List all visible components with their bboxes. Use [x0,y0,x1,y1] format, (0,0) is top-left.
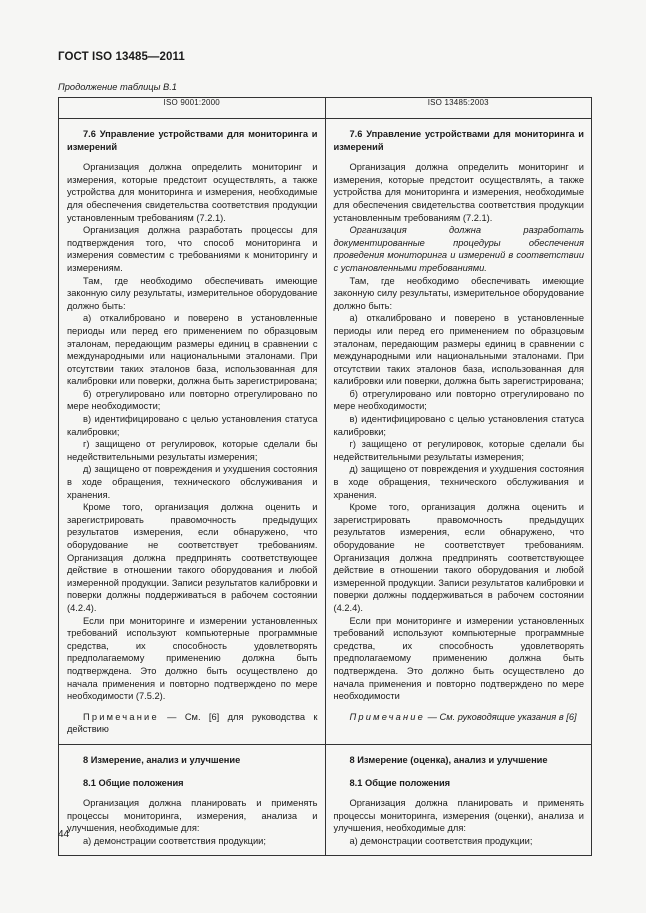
paragraph-italic: Организация должна разработать документированные процедуры обеспечения проведения мониторинга и измерений в соответствии с установленными требованиями. [333,225,584,273]
note-label: Примечание [83,711,159,722]
list-item-b: б) отрегулировано или повторно отрегулировано по мере необходимости; [333,388,584,412]
comparison-table [58,97,592,856]
list-item-g: г) защищено от регулировок, которые сделали бы недействительными результаты измерения; [67,439,318,462]
paragraph: Если при мониторинге и измерении установленных требований используют компьютерные программные средства, их способность удовлетворять предполагаемому применению должна быть подтверждена. Это должно быть осуществлено до начала применения и повторно подтверждено по мере необходимости (7.5.2). [67,615,318,702]
document-header: ГОСТ ISO 13485—2011 [58,51,185,63]
note-right [334,711,585,724]
paragraph: Организация должна планировать и применять процессы мониторинга, измерения, анализа и улучшения, необходимые для: [67,798,318,834]
paragraph: Кроме того, организация должна оценить и зарегистрировать правомочность предыдущих результатов измерения, если обнаружено, что оборудование не соответствует требованиям. Организация должна предпринять соответствующее действие в отношении такого оборудования и любой измеренной продукции. Записи результатов калибровки и поверки должны поддерживаться в рабочем состоянии (4.2.4). [67,502,318,613]
cell-left-8 [59,744,326,856]
note-left [67,711,318,736]
section-title-8-left: 8 Измерение, анализ и улучшение [83,754,241,765]
list-item-v: в) идентифицировано с целью установления статуса калибровки; [333,414,584,437]
paragraph: Организация должна разработать процессы для подтверждения того, что способ мониторинга и измерения совместим с требованиями к мониторингу и измерениям. [67,225,318,273]
table-continuation-caption: Продолжение таблицы В.1 [58,82,177,92]
paragraph: Организация должна определить мониторинг и измерения, которые предстоит осуществлять, а также устройства для мониторинга и измерения, необходимые для обеспечения свидетельства соответствия продукции установленным требованиям (7.2.1). [67,162,318,223]
list-item-g: г) защищено от регулировок, которые сделали бы недействительными результаты измерения; [333,439,584,462]
paragraph: Организация должна планировать и применять процессы мониторинга, измерения (оценки), анализа и улучшения, необходимые для: [333,798,584,834]
note-text: — См. [6] для руководства к действию [67,711,318,735]
list-item-a: а) демонстрации соответствия продукции; [349,835,533,846]
note-label: Примечание [349,711,426,722]
paragraph: Там, где необходимо обеспечивать имеющие законную силу результаты, измерительное оборудование должно быть: [67,275,318,311]
column-header-iso13485: ISO 13485:2003 [325,98,592,119]
paragraph: Организация должна определить мониторинг и измерения, которые предстоит осуществлять, а также устройства для мониторинга и измерения, необходимые для обеспечения свидетельства соответствия продукции установленным требованиям (7.2.1). [333,162,584,223]
list-item-a: а) откалибровано и поверено в установленные периоды или перед его применением по образцовым эталонам, передающим размеры единиц в сравнении с международными или национальными эталонами. При отсутствии таких эталонов база, использованная для калибровки или поверки, должна быть зарегистрирована; [333,313,584,387]
cell-left-7-6 [59,119,326,745]
list-item-a: а) откалибровано и поверено в установленные периоды или перед его применением по образцовым эталонам, передающим размеры единиц в сравнении с международными или национальными эталонами. При отсутствии таких эталонов база, использованная для калибровки или поверки, должна быть зарегистрирована; [67,313,318,387]
list-item-b: б) отрегулировано или повторно отрегулировано по мере необходимости; [67,388,318,412]
list-item-a: а) демонстрации соответствия продукции; [83,835,266,846]
list-item-d: д) защищено от повреждения и ухудшения состояния в ходе обращения, технического обслуживания и хранения. [333,464,584,500]
list-item-d: д) защищено от повреждения и ухудшения состояния в ходе обращения, технического обслуживания и хранения. [67,464,318,500]
note-text: — См. руководящие указания в [6] [425,711,577,722]
column-header-iso9001: ISO 9001:2000 [59,98,326,119]
paragraph: Кроме того, организация должна оценить и зарегистрировать правомочность предыдущих результатов измерения, если обнаружено, что оборудование не соответствует требованиям. Организация должна предпринять соответствующее действие в отношении такого оборудования и любой измеренной продукции. Записи результатов калибровки и поверки должны поддерживаться в рабочем состоянии (4.2.4). [333,502,584,613]
cell-right-8 [325,744,592,856]
section-title-8-1-left: 8.1 Общие положения [83,777,184,788]
table-row-section-7-6 [59,119,592,745]
section-title-7-6-right: 7.6 Управление устройствами для мониторинга и измерений [333,129,584,152]
table-row-section-8 [59,744,592,856]
section-title-8-1-right: 8.1 Общие положения [349,777,451,788]
cell-right-7-6 [325,119,592,745]
list-item-v: в) идентифицировано с целью установления статуса калибровки; [67,414,318,437]
paragraph: Если при мониторинге и измерении установленных требований используют компьютерные программные средства, их способность удовлетворять предполагаемому применению должна быть подтверждена. Это должно быть осуществлено до начала применения и повторно подтверждено по мере необходимости [333,615,584,702]
table-header-row [59,98,592,119]
section-title-7-6-left: 7.6 Управление устройствами для мониторинга и измерений [67,129,318,152]
paragraph: Там, где необходимо обеспечивать имеющие законную силу результаты, измерительное оборудование должно быть: [333,275,584,311]
section-title-8-right: 8 Измерение (оценка), анализ и улучшение [349,754,548,765]
page-number: 44 [58,829,70,840]
